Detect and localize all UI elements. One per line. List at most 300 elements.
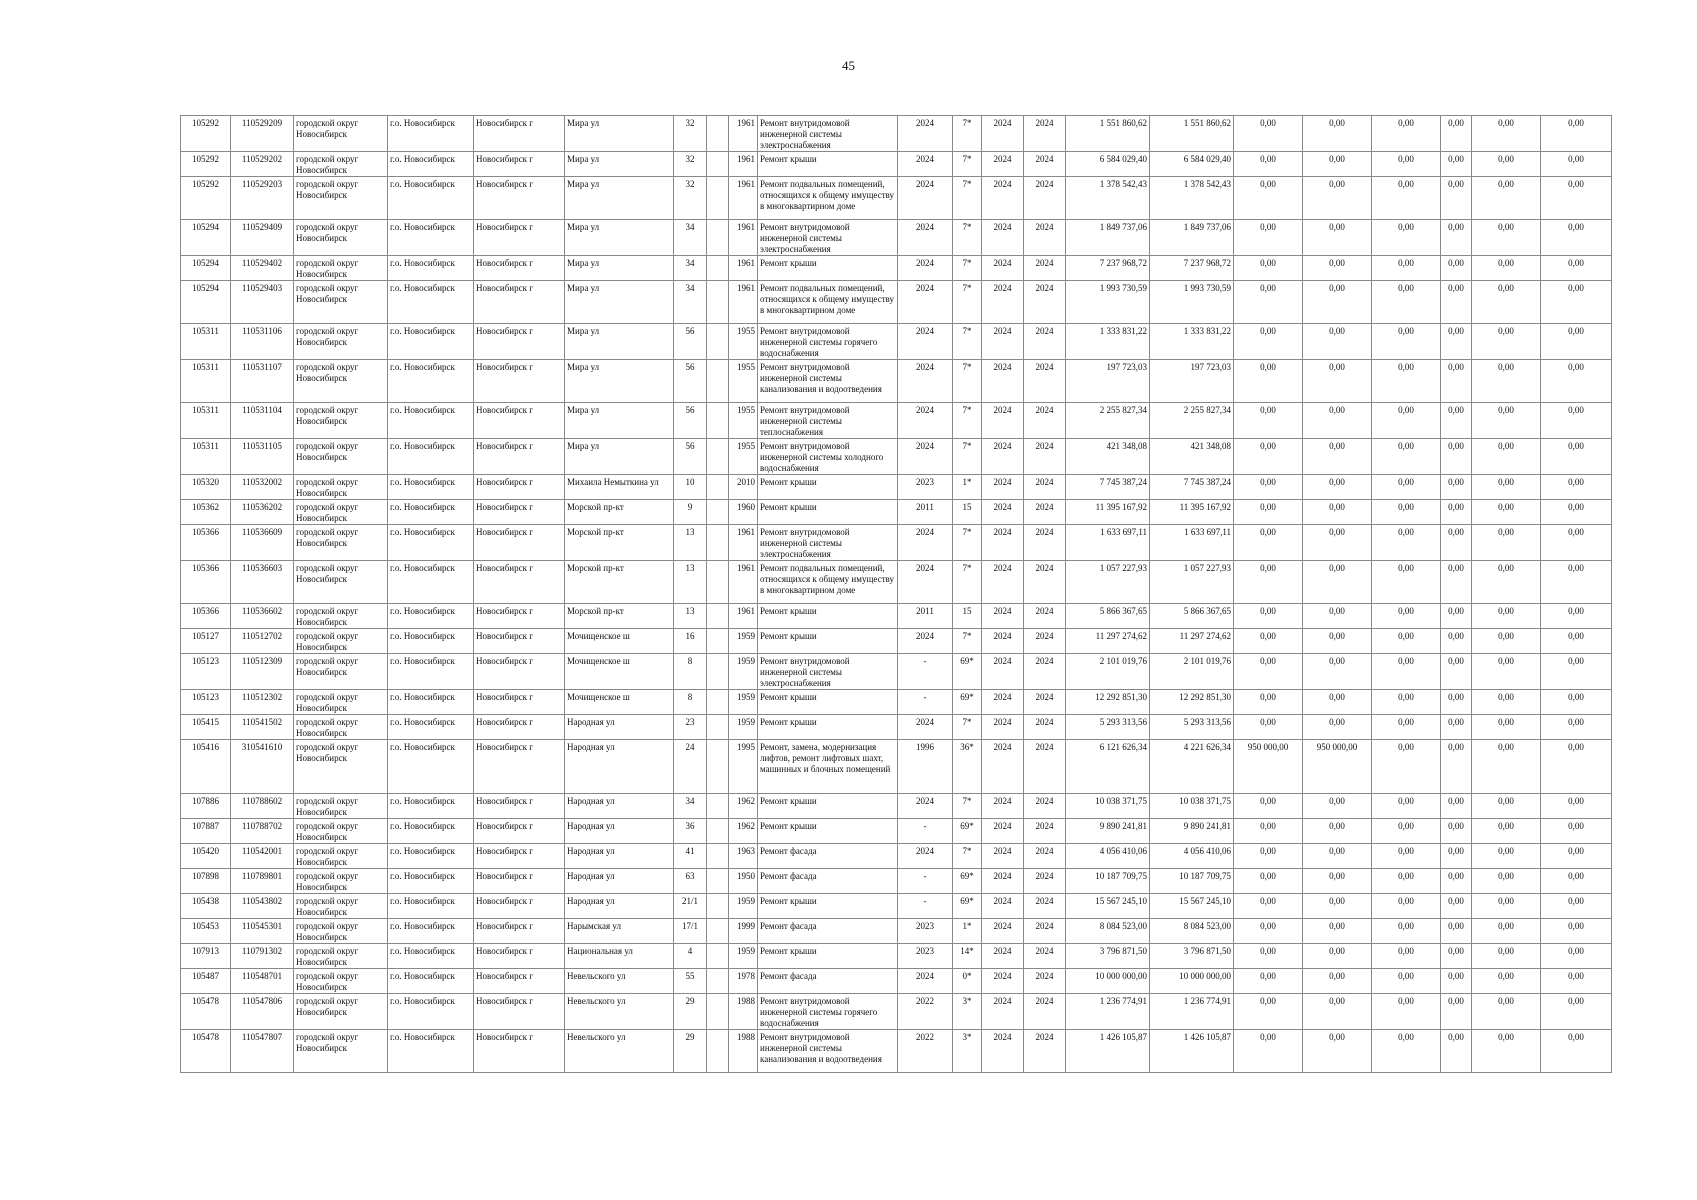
- cell-district: г.о. Новосибирск: [388, 629, 474, 654]
- cell-other-funds-3: 0,00: [1472, 894, 1541, 919]
- cell-other-funds-4: 0,00: [1541, 690, 1612, 715]
- table-row: [181, 654, 1612, 690]
- cell-other-funds-1: 0,00: [1372, 561, 1441, 604]
- cell-district: г.о. Новосибирск: [388, 994, 474, 1030]
- cell-plan-year-end: 2024: [1024, 177, 1066, 220]
- cell-other-funds-1: 0,00: [1372, 654, 1441, 690]
- table-row: [181, 1030, 1612, 1073]
- cell-local-funds: 0,00: [1303, 324, 1372, 360]
- cell-regional-funds: 0,00: [1234, 439, 1303, 475]
- cell-build-year: 1961: [729, 177, 758, 220]
- cell-street: Морской пр-кт: [565, 561, 674, 604]
- cell-other-funds-2: 0,00: [1441, 919, 1472, 944]
- cell-last-repair-year: 2024: [898, 629, 953, 654]
- cell-house-number: 63: [674, 869, 707, 894]
- cell-street: Народная ул: [565, 715, 674, 740]
- cell-district: г.о. Новосибирск: [388, 604, 474, 629]
- cell-total-cost: 1 551 860,62: [1066, 116, 1150, 152]
- cell-local-funds: 0,00: [1303, 944, 1372, 969]
- cell-building: [707, 403, 729, 439]
- cell-owners-funds: 11 395 167,92: [1150, 500, 1234, 525]
- cell-municipality: городской округ Новосибирск: [294, 969, 388, 994]
- cell-work-id: 110548701: [231, 969, 294, 994]
- cell-owners-funds: 7 237 968,72: [1150, 256, 1234, 281]
- cell-municipality: городской округ Новосибирск: [294, 500, 388, 525]
- table-row: [181, 256, 1612, 281]
- cell-other-funds-1: 0,00: [1372, 844, 1441, 869]
- cell-other-funds-2: 0,00: [1441, 869, 1472, 894]
- cell-district: г.о. Новосибирск: [388, 690, 474, 715]
- table-row: [181, 819, 1612, 844]
- cell-work-id: 110536609: [231, 525, 294, 561]
- cell-other-funds-4: 0,00: [1541, 475, 1612, 500]
- cell-work-id: 110529402: [231, 256, 294, 281]
- cell-local-funds: 0,00: [1303, 604, 1372, 629]
- cell-municipality: городской округ Новосибирск: [294, 525, 388, 561]
- cell-other-funds-2: 0,00: [1441, 152, 1472, 177]
- cell-total-cost: 2 101 019,76: [1066, 654, 1150, 690]
- cell-plan-year-start: 2024: [982, 1030, 1024, 1073]
- table-row: [181, 919, 1612, 944]
- cell-other-funds-1: 0,00: [1372, 177, 1441, 220]
- cell-locality: Новосибирск г: [474, 256, 565, 281]
- cell-regional-funds: 0,00: [1234, 177, 1303, 220]
- cell-building: [707, 629, 729, 654]
- cell-other-funds-1: 0,00: [1372, 281, 1441, 324]
- cell-other-funds-2: 0,00: [1441, 654, 1472, 690]
- cell-house-id: 105478: [181, 994, 231, 1030]
- cell-building: [707, 944, 729, 969]
- cell-house-number: 55: [674, 969, 707, 994]
- cell-last-repair-year: 2024: [898, 116, 953, 152]
- cell-building: [707, 819, 729, 844]
- cell-other-funds-4: 0,00: [1541, 604, 1612, 629]
- cell-other-funds-3: 0,00: [1472, 994, 1541, 1030]
- cell-building: [707, 500, 729, 525]
- cell-house-number: 32: [674, 116, 707, 152]
- cell-plan-year-end: 2024: [1024, 690, 1066, 715]
- cell-other-funds-3: 0,00: [1472, 844, 1541, 869]
- cell-owners-funds: 9 890 241,81: [1150, 819, 1234, 844]
- cell-district: г.о. Новосибирск: [388, 969, 474, 994]
- table-row: [181, 360, 1612, 403]
- cell-regional-funds: 0,00: [1234, 629, 1303, 654]
- cell-local-funds: 0,00: [1303, 654, 1372, 690]
- cell-district: г.о. Новосибирск: [388, 360, 474, 403]
- cell-work-type: Ремонт внутридомовой инженерной системы горячего водоснабжения: [758, 324, 898, 360]
- cell-locality: Новосибирск г: [474, 969, 565, 994]
- cell-house-number: 56: [674, 360, 707, 403]
- table-row: [181, 500, 1612, 525]
- cell-building: [707, 281, 729, 324]
- cell-street: Мира ул: [565, 324, 674, 360]
- cell-other-funds-2: 0,00: [1441, 403, 1472, 439]
- cell-owners-funds: 1 057 227,93: [1150, 561, 1234, 604]
- cell-other-funds-2: 0,00: [1441, 500, 1472, 525]
- cell-locality: Новосибирск г: [474, 894, 565, 919]
- cell-other-funds-1: 0,00: [1372, 152, 1441, 177]
- cell-house-id: 105123: [181, 690, 231, 715]
- cell-other-funds-4: 0,00: [1541, 360, 1612, 403]
- cell-other-funds-2: 0,00: [1441, 944, 1472, 969]
- cell-build-year: 1961: [729, 152, 758, 177]
- cell-last-repair-year: 2024: [898, 281, 953, 324]
- cell-district: г.о. Новосибирск: [388, 869, 474, 894]
- cell-total-cost: 421 348,08: [1066, 439, 1150, 475]
- cell-building: [707, 475, 729, 500]
- cell-other-funds-3: 0,00: [1472, 116, 1541, 152]
- cell-build-year: 1962: [729, 794, 758, 819]
- cell-last-repair-year: -: [898, 654, 953, 690]
- cell-municipality: городской округ Новосибирск: [294, 869, 388, 894]
- cell-plan-year-end: 2024: [1024, 152, 1066, 177]
- cell-build-year: 1960: [729, 500, 758, 525]
- cell-work-id: 110529403: [231, 281, 294, 324]
- cell-wear: 7*: [953, 561, 982, 604]
- cell-building: [707, 869, 729, 894]
- cell-work-type: Ремонт крыши: [758, 894, 898, 919]
- cell-plan-year-end: 2024: [1024, 475, 1066, 500]
- cell-plan-year-start: 2024: [982, 919, 1024, 944]
- cell-street: Мира ул: [565, 152, 674, 177]
- cell-build-year: 1961: [729, 525, 758, 561]
- cell-build-year: 1999: [729, 919, 758, 944]
- cell-other-funds-3: 0,00: [1472, 869, 1541, 894]
- cell-other-funds-2: 0,00: [1441, 439, 1472, 475]
- cell-plan-year-end: 2024: [1024, 969, 1066, 994]
- cell-last-repair-year: 2024: [898, 794, 953, 819]
- cell-plan-year-end: 2024: [1024, 403, 1066, 439]
- cell-total-cost: 1 633 697,11: [1066, 525, 1150, 561]
- table-row: [181, 281, 1612, 324]
- cell-other-funds-3: 0,00: [1472, 690, 1541, 715]
- cell-total-cost: 10 187 709,75: [1066, 869, 1150, 894]
- table-row: [181, 525, 1612, 561]
- cell-build-year: 1955: [729, 439, 758, 475]
- cell-other-funds-4: 0,00: [1541, 561, 1612, 604]
- cell-other-funds-3: 0,00: [1472, 281, 1541, 324]
- cell-total-cost: 11 297 274,62: [1066, 629, 1150, 654]
- cell-other-funds-2: 0,00: [1441, 894, 1472, 919]
- cell-owners-funds: 1 551 860,62: [1150, 116, 1234, 152]
- cell-work-type: Ремонт внутридомовой инженерной системы электроснабжения: [758, 525, 898, 561]
- cell-house-number: 21/1: [674, 894, 707, 919]
- cell-other-funds-1: 0,00: [1372, 500, 1441, 525]
- cell-building: [707, 116, 729, 152]
- cell-other-funds-1: 0,00: [1372, 869, 1441, 894]
- cell-other-funds-4: 0,00: [1541, 715, 1612, 740]
- cell-work-id: 110529202: [231, 152, 294, 177]
- cell-regional-funds: 0,00: [1234, 360, 1303, 403]
- cell-building: [707, 604, 729, 629]
- cell-other-funds-1: 0,00: [1372, 439, 1441, 475]
- cell-locality: Новосибирск г: [474, 740, 565, 794]
- cell-street: Мира ул: [565, 360, 674, 403]
- cell-house-number: 9: [674, 500, 707, 525]
- cell-street: Мира ул: [565, 281, 674, 324]
- cell-local-funds: 0,00: [1303, 819, 1372, 844]
- cell-other-funds-1: 0,00: [1372, 475, 1441, 500]
- cell-work-type: Ремонт крыши: [758, 256, 898, 281]
- cell-last-repair-year: 2023: [898, 919, 953, 944]
- cell-other-funds-3: 0,00: [1472, 944, 1541, 969]
- cell-total-cost: 7 237 968,72: [1066, 256, 1150, 281]
- cell-plan-year-end: 2024: [1024, 561, 1066, 604]
- cell-municipality: городской округ Новосибирск: [294, 439, 388, 475]
- cell-regional-funds: 0,00: [1234, 894, 1303, 919]
- cell-house-id: 105320: [181, 475, 231, 500]
- table-row: [181, 439, 1612, 475]
- cell-building: [707, 525, 729, 561]
- cell-house-number: 56: [674, 439, 707, 475]
- cell-plan-year-start: 2024: [982, 220, 1024, 256]
- cell-local-funds: 0,00: [1303, 256, 1372, 281]
- cell-last-repair-year: 2024: [898, 256, 953, 281]
- cell-house-id: 105292: [181, 177, 231, 220]
- cell-other-funds-4: 0,00: [1541, 500, 1612, 525]
- cell-owners-funds: 1 378 542,43: [1150, 177, 1234, 220]
- cell-build-year: 1950: [729, 869, 758, 894]
- cell-work-type: Ремонт крыши: [758, 794, 898, 819]
- table-row: [181, 604, 1612, 629]
- cell-plan-year-end: 2024: [1024, 654, 1066, 690]
- cell-total-cost: 1 333 831,22: [1066, 324, 1150, 360]
- cell-other-funds-3: 0,00: [1472, 475, 1541, 500]
- cell-other-funds-4: 0,00: [1541, 794, 1612, 819]
- table-body: [181, 116, 1612, 1073]
- cell-other-funds-4: 0,00: [1541, 994, 1612, 1030]
- cell-locality: Новосибирск г: [474, 944, 565, 969]
- cell-other-funds-4: 0,00: [1541, 919, 1612, 944]
- cell-work-type: Ремонт крыши: [758, 475, 898, 500]
- cell-work-id: 110512309: [231, 654, 294, 690]
- cell-other-funds-3: 0,00: [1472, 403, 1541, 439]
- cell-work-type: Ремонт крыши: [758, 819, 898, 844]
- cell-local-funds: 0,00: [1303, 561, 1372, 604]
- cell-plan-year-end: 2024: [1024, 1030, 1066, 1073]
- cell-house-id: 105311: [181, 324, 231, 360]
- cell-plan-year-end: 2024: [1024, 256, 1066, 281]
- cell-other-funds-1: 0,00: [1372, 116, 1441, 152]
- cell-other-funds-2: 0,00: [1441, 994, 1472, 1030]
- cell-work-id: 110529209: [231, 116, 294, 152]
- cell-work-id: 110536603: [231, 561, 294, 604]
- cell-plan-year-start: 2024: [982, 654, 1024, 690]
- cell-plan-year-end: 2024: [1024, 525, 1066, 561]
- cell-building: [707, 844, 729, 869]
- cell-house-number: 32: [674, 177, 707, 220]
- cell-street: Народная ул: [565, 894, 674, 919]
- cell-other-funds-3: 0,00: [1472, 152, 1541, 177]
- cell-municipality: городской округ Новосибирск: [294, 281, 388, 324]
- cell-wear: 7*: [953, 525, 982, 561]
- table-row: [181, 152, 1612, 177]
- cell-last-repair-year: 2024: [898, 715, 953, 740]
- cell-plan-year-start: 2024: [982, 525, 1024, 561]
- cell-total-cost: 5 293 313,56: [1066, 715, 1150, 740]
- cell-plan-year-start: 2024: [982, 969, 1024, 994]
- cell-street: Народная ул: [565, 819, 674, 844]
- cell-wear: 14*: [953, 944, 982, 969]
- cell-last-repair-year: -: [898, 894, 953, 919]
- cell-house-id: 105294: [181, 281, 231, 324]
- cell-house-number: 17/1: [674, 919, 707, 944]
- cell-wear: 7*: [953, 629, 982, 654]
- cell-other-funds-4: 0,00: [1541, 324, 1612, 360]
- cell-wear: 7*: [953, 116, 982, 152]
- cell-house-number: 32: [674, 152, 707, 177]
- cell-build-year: 1961: [729, 256, 758, 281]
- cell-work-id: 110512702: [231, 629, 294, 654]
- cell-building: [707, 690, 729, 715]
- cell-last-repair-year: 2024: [898, 525, 953, 561]
- cell-owners-funds: 1 236 774,91: [1150, 994, 1234, 1030]
- cell-local-funds: 950 000,00: [1303, 740, 1372, 794]
- cell-other-funds-3: 0,00: [1472, 819, 1541, 844]
- cell-municipality: городской округ Новосибирск: [294, 944, 388, 969]
- cell-other-funds-2: 0,00: [1441, 360, 1472, 403]
- cell-district: г.о. Новосибирск: [388, 654, 474, 690]
- cell-work-type: Ремонт внутридомовой инженерной системы теплоснабжения: [758, 403, 898, 439]
- cell-locality: Новосибирск г: [474, 525, 565, 561]
- cell-building: [707, 324, 729, 360]
- cell-municipality: городской округ Новосибирск: [294, 220, 388, 256]
- cell-street: Мира ул: [565, 116, 674, 152]
- cell-other-funds-3: 0,00: [1472, 439, 1541, 475]
- cell-other-funds-1: 0,00: [1372, 525, 1441, 561]
- cell-street: Народная ул: [565, 844, 674, 869]
- cell-work-id: 110541502: [231, 715, 294, 740]
- cell-work-type: Ремонт крыши: [758, 604, 898, 629]
- cell-district: г.о. Новосибирск: [388, 740, 474, 794]
- cell-work-id: 110545301: [231, 919, 294, 944]
- cell-total-cost: 197 723,03: [1066, 360, 1150, 403]
- cell-other-funds-2: 0,00: [1441, 177, 1472, 220]
- cell-regional-funds: 0,00: [1234, 604, 1303, 629]
- cell-work-type: Ремонт внутридомовой инженерной системы электроснабжения: [758, 654, 898, 690]
- cell-local-funds: 0,00: [1303, 994, 1372, 1030]
- cell-local-funds: 0,00: [1303, 894, 1372, 919]
- cell-work-type: Ремонт внутридомовой инженерной системы электроснабжения: [758, 220, 898, 256]
- cell-building: [707, 994, 729, 1030]
- cell-plan-year-start: 2024: [982, 324, 1024, 360]
- cell-municipality: городской округ Новосибирск: [294, 604, 388, 629]
- cell-regional-funds: 0,00: [1234, 869, 1303, 894]
- cell-other-funds-2: 0,00: [1441, 629, 1472, 654]
- cell-last-repair-year: -: [898, 690, 953, 715]
- cell-owners-funds: 1 849 737,06: [1150, 220, 1234, 256]
- cell-owners-funds: 10 000 000,00: [1150, 969, 1234, 994]
- cell-plan-year-start: 2024: [982, 116, 1024, 152]
- cell-municipality: городской округ Новосибирск: [294, 715, 388, 740]
- cell-wear: 1*: [953, 919, 982, 944]
- cell-total-cost: 10 000 000,00: [1066, 969, 1150, 994]
- repair-program-table: [180, 115, 1612, 1073]
- cell-house-id: 105362: [181, 500, 231, 525]
- cell-municipality: городской округ Новосибирск: [294, 561, 388, 604]
- cell-wear: 7*: [953, 439, 982, 475]
- cell-plan-year-start: 2024: [982, 794, 1024, 819]
- cell-municipality: городской округ Новосибирск: [294, 919, 388, 944]
- cell-street: Морской пр-кт: [565, 604, 674, 629]
- cell-locality: Новосибирск г: [474, 281, 565, 324]
- table-row: [181, 475, 1612, 500]
- cell-house-id: 105366: [181, 561, 231, 604]
- cell-other-funds-2: 0,00: [1441, 220, 1472, 256]
- cell-work-id: 110547806: [231, 994, 294, 1030]
- cell-street: Мира ул: [565, 256, 674, 281]
- cell-street: Морской пр-кт: [565, 500, 674, 525]
- cell-last-repair-year: 2024: [898, 844, 953, 869]
- cell-total-cost: 1 849 737,06: [1066, 220, 1150, 256]
- cell-last-repair-year: 2024: [898, 360, 953, 403]
- cell-district: г.о. Новосибирск: [388, 403, 474, 439]
- cell-owners-funds: 4 056 410,06: [1150, 844, 1234, 869]
- cell-other-funds-3: 0,00: [1472, 969, 1541, 994]
- cell-house-number: 34: [674, 281, 707, 324]
- cell-building: [707, 740, 729, 794]
- cell-total-cost: 1 426 105,87: [1066, 1030, 1150, 1073]
- cell-last-repair-year: -: [898, 819, 953, 844]
- cell-street: Народная ул: [565, 740, 674, 794]
- table-row: [181, 629, 1612, 654]
- cell-plan-year-end: 2024: [1024, 116, 1066, 152]
- cell-building: [707, 1030, 729, 1073]
- cell-work-id: 110788702: [231, 819, 294, 844]
- cell-wear: 1*: [953, 475, 982, 500]
- cell-street: Народная ул: [565, 869, 674, 894]
- cell-regional-funds: 0,00: [1234, 220, 1303, 256]
- cell-street: Невельского ул: [565, 1030, 674, 1073]
- cell-work-id: 110531107: [231, 360, 294, 403]
- cell-work-type: Ремонт крыши: [758, 690, 898, 715]
- cell-other-funds-1: 0,00: [1372, 994, 1441, 1030]
- cell-local-funds: 0,00: [1303, 500, 1372, 525]
- cell-municipality: городской округ Новосибирск: [294, 177, 388, 220]
- table-row: [181, 561, 1612, 604]
- cell-house-id: 105311: [181, 360, 231, 403]
- cell-district: г.о. Новосибирск: [388, 256, 474, 281]
- cell-other-funds-4: 0,00: [1541, 654, 1612, 690]
- cell-other-funds-4: 0,00: [1541, 894, 1612, 919]
- cell-wear: 69*: [953, 869, 982, 894]
- cell-work-type: Ремонт крыши: [758, 500, 898, 525]
- cell-last-repair-year: 2024: [898, 969, 953, 994]
- cell-local-funds: 0,00: [1303, 844, 1372, 869]
- cell-other-funds-2: 0,00: [1441, 740, 1472, 794]
- cell-plan-year-end: 2024: [1024, 281, 1066, 324]
- cell-last-repair-year: 2024: [898, 152, 953, 177]
- cell-locality: Новосибирск г: [474, 994, 565, 1030]
- cell-owners-funds: 5 866 367,65: [1150, 604, 1234, 629]
- cell-house-number: 8: [674, 654, 707, 690]
- cell-total-cost: 6 584 029,40: [1066, 152, 1150, 177]
- cell-total-cost: 1 993 730,59: [1066, 281, 1150, 324]
- cell-house-id: 107913: [181, 944, 231, 969]
- cell-wear: 7*: [953, 324, 982, 360]
- cell-other-funds-3: 0,00: [1472, 324, 1541, 360]
- cell-owners-funds: 11 297 274,62: [1150, 629, 1234, 654]
- cell-plan-year-start: 2024: [982, 177, 1024, 220]
- cell-house-id: 105438: [181, 894, 231, 919]
- cell-other-funds-2: 0,00: [1441, 281, 1472, 324]
- cell-district: г.о. Новосибирск: [388, 794, 474, 819]
- cell-build-year: 1961: [729, 281, 758, 324]
- cell-plan-year-start: 2024: [982, 819, 1024, 844]
- cell-municipality: городской округ Новосибирск: [294, 152, 388, 177]
- table-row: [181, 177, 1612, 220]
- cell-last-repair-year: 2011: [898, 604, 953, 629]
